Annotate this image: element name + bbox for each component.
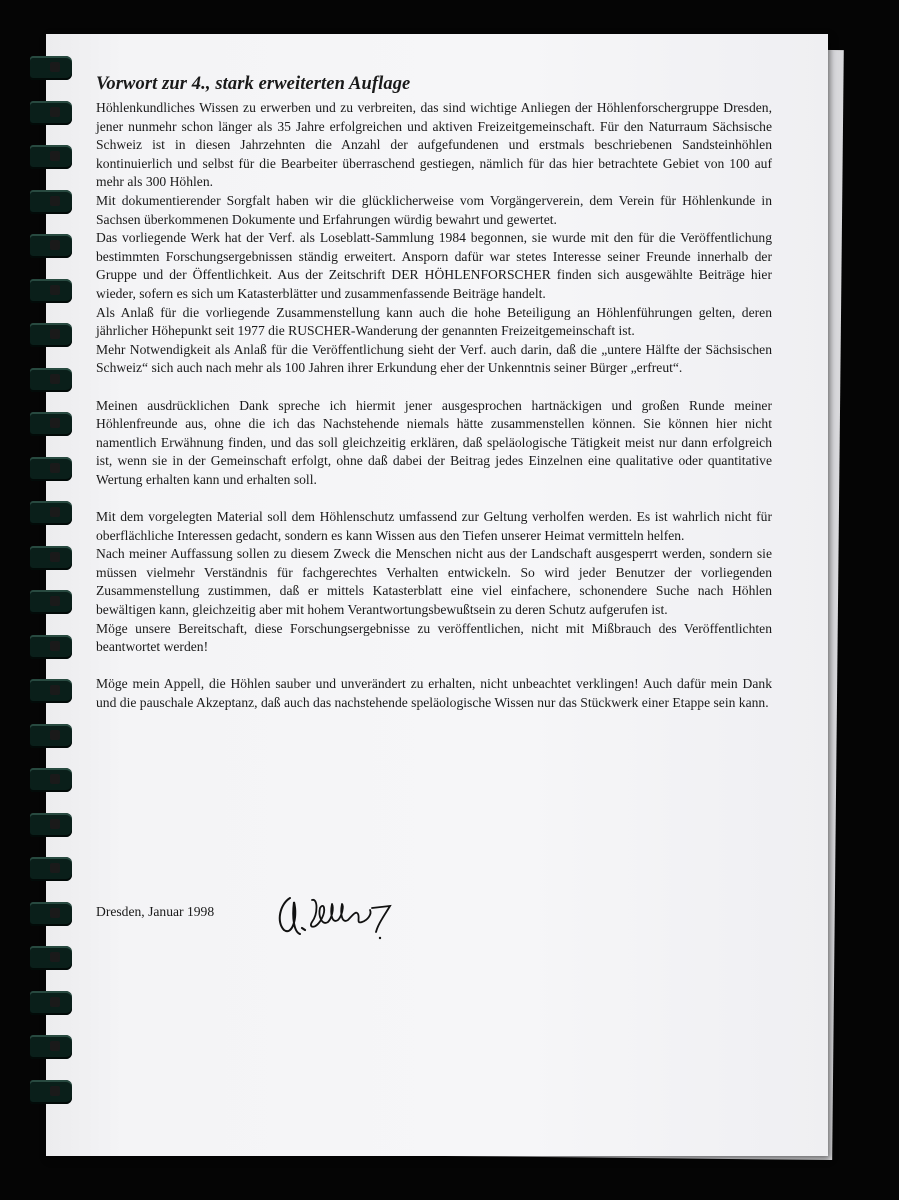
document-body xyxy=(96,74,772,713)
binding-ring xyxy=(28,501,72,527)
binding-ring xyxy=(28,234,72,260)
binding-ring xyxy=(28,991,72,1017)
binding-ring xyxy=(28,412,72,438)
binding-ring xyxy=(28,946,72,972)
paragraph-spacer xyxy=(96,657,772,676)
paragraph-notwendigkeit: Mehr Notwendigkeit als Anlaß für die Veröffentlichung sieht der Verf. auch darin, daß die „untere Hälfte der Sächsischen Schweiz“ sich auch nach mehr als 100 Jahren ihrer Erkundung eher der Unkenntnis seiner Bürger „erfreut“. xyxy=(96,341,772,376)
binding-ring xyxy=(28,145,72,171)
binding-ring xyxy=(28,101,72,127)
binding-ring xyxy=(28,368,72,394)
handwritten-signature-icon xyxy=(272,888,402,948)
paragraph-bereitschaft: Möge unsere Bereitschaft, diese Forschungsergebnisse zu veröffentlichen, nicht mit Mißbrauch des Veröffentlichten beantwortet werden! xyxy=(96,620,772,655)
paragraph-auffassung: Nach meiner Auffassung sollen zu diesem Zweck die Menschen nicht aus der Landschaft ausgesperrt werden, sondern sie müssen vielmehr Verständnis für fachgerechtes Verhalten entwickeln. So wird jeder Benutzer der vorliegenden Zusammenstellung zustimmen, daß er mittels Katasterblatt eine viel einfachere, schonendere Suche nach Höhlen bewältigen kann, gleichzeitig aber mit hohem Verantwortungsbewußtsein zu deren Schutz aufgerufen ist. xyxy=(96,546,772,618)
binding-ring xyxy=(28,902,72,928)
signature-row xyxy=(96,888,772,958)
binding-ring xyxy=(28,679,72,705)
binding-ring xyxy=(28,546,72,572)
binding-ring xyxy=(28,768,72,794)
binding-ring xyxy=(28,56,72,82)
paragraph-appell: Möge mein Appell, die Höhlen sauber und unverändert zu erhalten, nicht unbeachtet verklingen! Auch dafür mein Dank und die pauschale Akzeptanz, daß auch das nachstehende speläologische Wissen nur das Stückwerk einer Etappe sein kann. xyxy=(96,676,772,710)
binding-ring xyxy=(28,724,72,750)
binding-ring xyxy=(28,190,72,216)
paragraph-sorgfalt: Mit dokumentierender Sorgfalt haben wir die glücklicherweise vom Vorgängerverein, dem Verein für Höhlenkunde in Sachsen überkommenen Dokumente und Erfahrungen würdig bewahrt und gewertet. xyxy=(96,192,772,227)
place-date: Dresden, Januar 1998 xyxy=(96,904,215,919)
binding-ring xyxy=(28,590,72,616)
binding-ring xyxy=(28,813,72,839)
paragraph-spacer xyxy=(96,489,772,508)
binding-ring xyxy=(28,1035,72,1061)
paragraph-werk: Das vorliegende Werk hat der Verf. als Loseblatt-Sammlung 1984 begonnen, sie wurde mit den für die Veröffentlichung bestimmten Forschungsergebnissen ständig erweitert. Ansporn dafür war stetes Interesse seiner Freunde innerhalb der Gruppe und der Öffentlichkeit. Aus der Zeitschrift DER HÖHLENFORSCHER finden sich ausgewählte Beiträge hier wieder, sofern es sich um Katasterblätter und zusammenfassende Beiträge handelt. xyxy=(96,230,772,301)
binding-ring xyxy=(28,1080,72,1106)
paragraph-dank: Meinen ausdrücklichen Dank spreche ich hiermit jener ausgesprochen hartnäckigen und großen Runde meiner Höhlenfreunde aus, ohne die ich das Nachstehende niemals hätte zusammenstellen können. Sie können hier nicht namentlich Erwähnung finden, und das soll gleichzeitig erklären, daß speläologische Tätigkeit meist nur dann erfolgreich ist, wenn sie in der Gemeinschaft erfolgt, ohne daß dabei der Beitrag jedes Einzelnen eine qualitative oder quantitative Wertung erhalten kann und erhalten soll. xyxy=(96,397,772,487)
paragraph-material: Mit dem vorgelegten Material soll dem Höhlenschutz umfassend zur Geltung verholfen werden. Es ist wahrlich nicht für oberflächliche Interessen gedacht, sondern es kann Wissen aus den Tiefen unserer Heimat vermitteln helfen. xyxy=(96,509,772,543)
paragraph-spacer xyxy=(96,378,772,397)
paragraph-anlass: Als Anlaß für die vorliegende Zusammenstellung kann auch die hohe Beteiligung an Höhlenführungen gelten, deren jährlicher Höhepunkt seit 1977 die RUSCHER-Wanderung der genannten Freizeitgemeinschaft ist. xyxy=(96,304,772,339)
binding-ring xyxy=(28,635,72,661)
spiral-binding-icon xyxy=(28,56,74,1136)
binding-ring xyxy=(28,323,72,349)
binding-ring xyxy=(28,457,72,483)
document-title: Vorwort zur 4., stark erweiterten Auflage xyxy=(96,74,411,94)
paragraph-intro: Höhlenkundliches Wissen zu erwerben und zu verbreiten, das sind wichtige Anliegen der Höhlenforschergruppe Dresden, jener nunmehr schon länger als 35 Jahre erfolgreichen und aktiven Freizeitgemeinschaft. Für den Naturraum Sächsische Schweiz ist in diesen Jahrzehnten die Anzahl der aufgefundenen und erstmals beschriebenen Sandsteinhöhlen kontinuierlich und selbst für die Bearbeiter überraschend gestiegen, nämlich für das hier betrachtete Gebiet von 100 auf mehr als 300 Höhlen. xyxy=(96,100,772,190)
binding-ring xyxy=(28,279,72,305)
binding-ring xyxy=(28,857,72,883)
